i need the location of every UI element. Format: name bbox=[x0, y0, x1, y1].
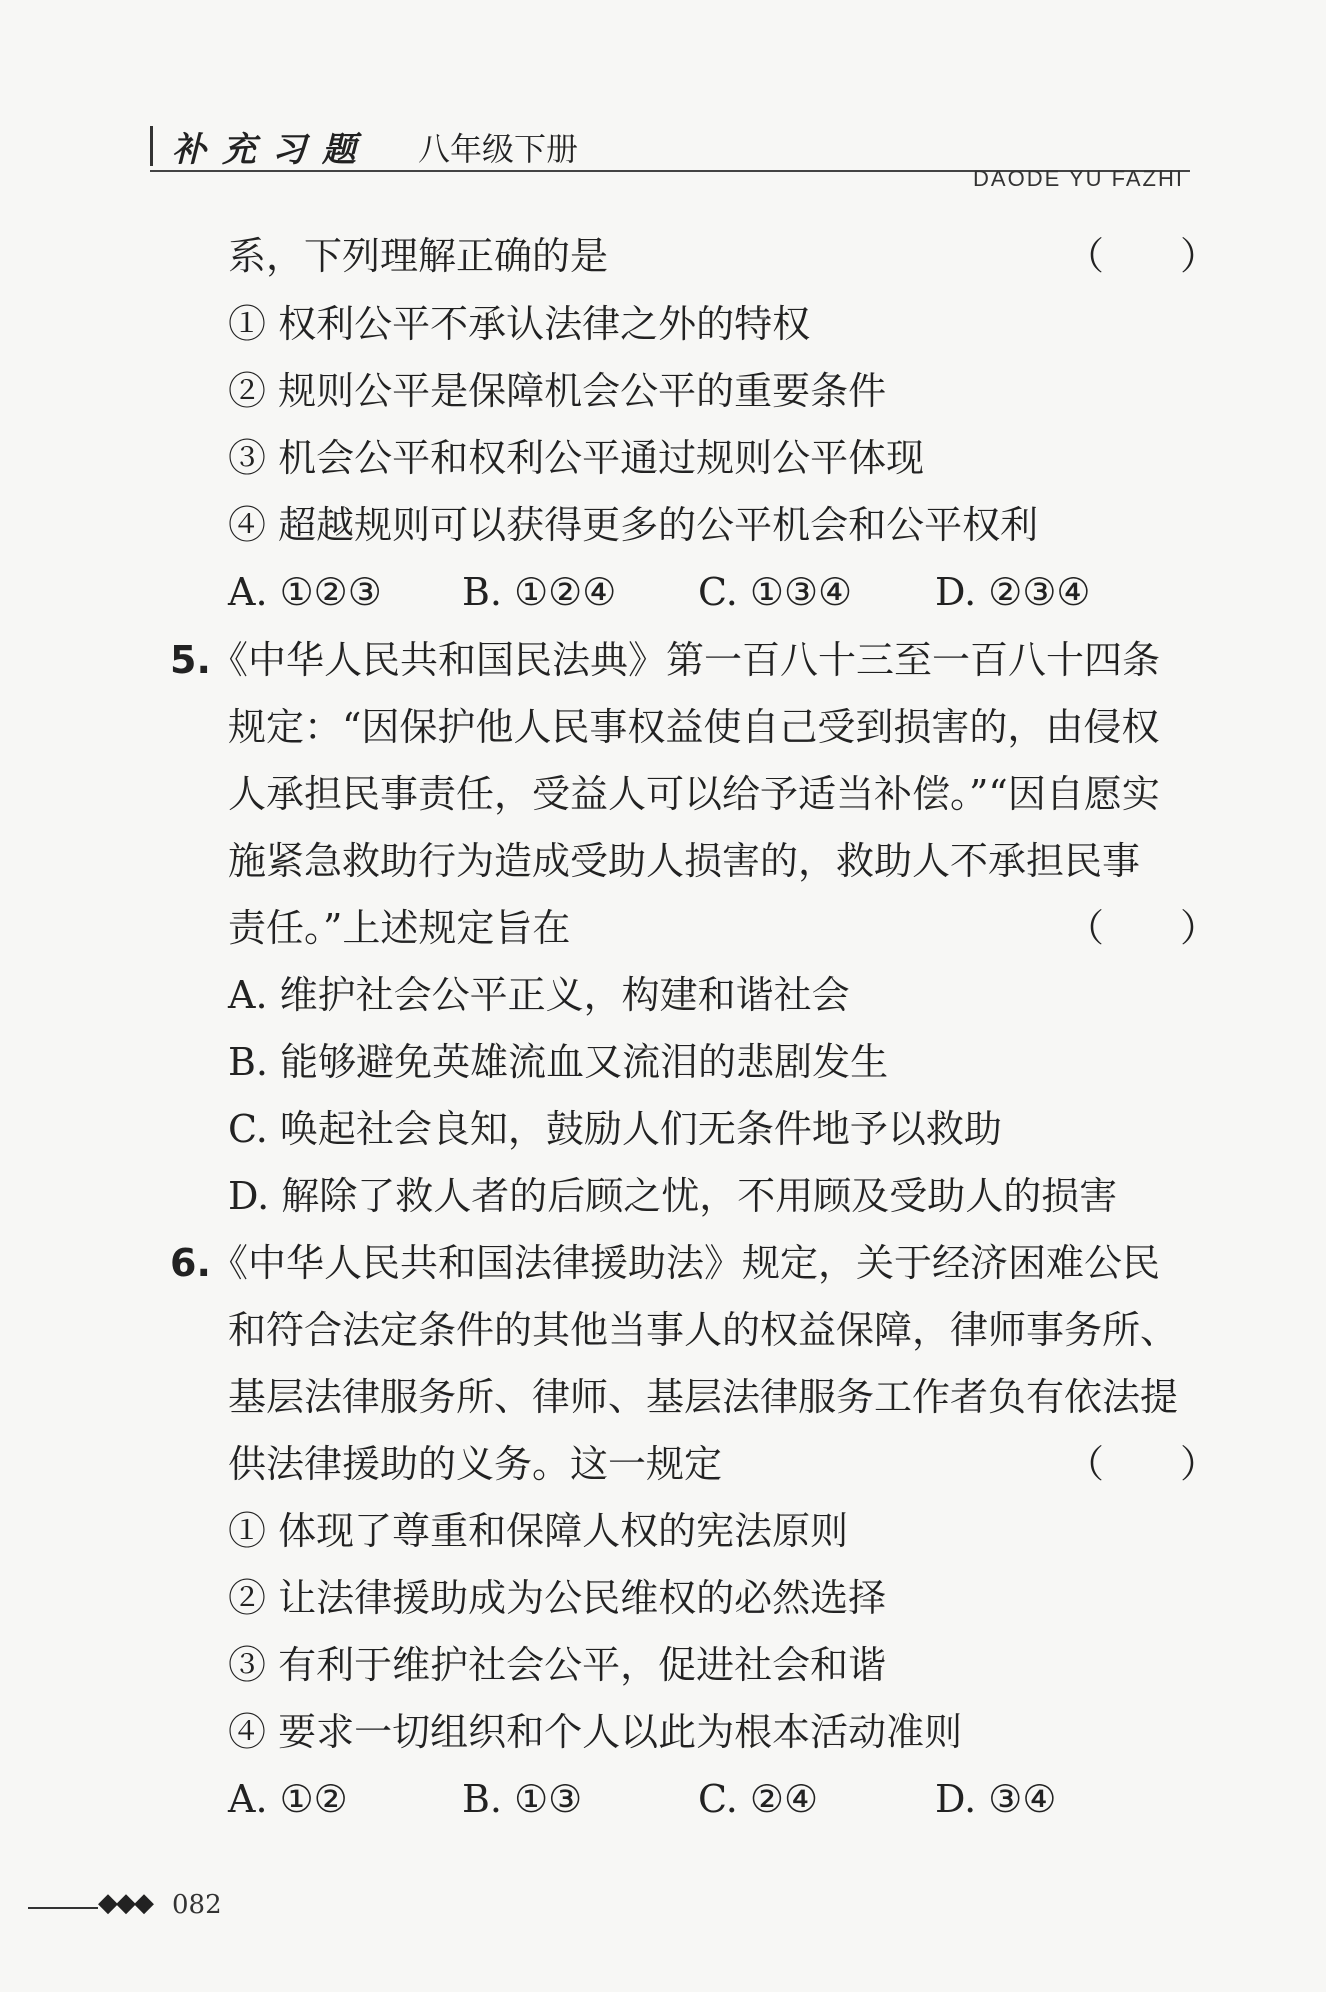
footer-diamond-icon: ◆◆◆ bbox=[98, 1888, 152, 1918]
q6-option-d: D. ③④ bbox=[935, 1777, 1057, 1821]
q6-line-1: 《中华人民共和国法律援助法》规定，关于经济困难公民 bbox=[210, 1241, 1161, 1285]
q4-item-3: ③ 机会公平和权利公平通过规则公平体现 bbox=[228, 436, 925, 480]
q4-item-4: ④ 超越规则可以获得更多的公平机会和公平权利 bbox=[228, 503, 1039, 547]
q6-item-2: ② 让法律援助成为公民维权的必然选择 bbox=[228, 1576, 887, 1620]
q6-line-4: 供法律援助的义务。这一规定 bbox=[228, 1442, 723, 1486]
q5-line-1: 《中华人民共和国民法典》第一百八十三至一百八十四条 bbox=[210, 638, 1161, 682]
subject-code: DAODE YU FAZHI bbox=[973, 166, 1184, 191]
q6-option-c: C. ②④ bbox=[698, 1777, 819, 1821]
page-number: 082 bbox=[172, 1890, 222, 1920]
q6-item-1: ① 体现了尊重和保障人权的宪法原则 bbox=[228, 1509, 849, 1553]
q6-number: 6. bbox=[170, 1241, 211, 1285]
q5-number: 5. bbox=[170, 638, 211, 682]
footer-rule bbox=[28, 1907, 98, 1909]
q6-option-a: A. ①② bbox=[228, 1777, 348, 1821]
q6-line-3: 基层法律服务所、律师、基层法律服务工作者负有依法提 bbox=[228, 1375, 1179, 1419]
q4-option-c: C. ①③④ bbox=[698, 570, 853, 614]
q5-option-c: C. 唤起社会良知，鼓励人们无条件地予以救助 bbox=[228, 1107, 1002, 1151]
header-grade: 八年级下册 bbox=[418, 130, 579, 168]
q4-item-2: ② 规则公平是保障机会公平的重要条件 bbox=[228, 369, 887, 413]
q5-line-3: 人承担民事责任，受益人可以给予适当补偿。”“因自愿实 bbox=[228, 772, 1160, 816]
q5-line-4: 施紧急救助行为造成受助人损害的，救助人不承担民事 bbox=[228, 839, 1141, 883]
q5-option-d: D. 解除了救人者的后顾之忧，不用顾及受助人的损害 bbox=[228, 1174, 1118, 1218]
q6-line-2: 和符合法定条件的其他当事人的权益保障，律师事务所、 bbox=[228, 1308, 1179, 1352]
q5-line-2: 规定：“因保护他人民事权益使自己受到损害的，由侵权 bbox=[228, 705, 1160, 749]
header-brand-logo: 补充习题 bbox=[172, 130, 372, 170]
header-bar bbox=[150, 126, 153, 166]
q4-option-d: D. ②③④ bbox=[935, 570, 1091, 614]
q5-option-b: B. 能够避免英雄流血又流泪的悲剧发生 bbox=[228, 1040, 889, 1084]
q6-answer-paren: （ ） bbox=[1066, 1442, 1219, 1486]
q4-option-a: A. ①②③ bbox=[228, 570, 382, 614]
q4-stem-end: 系，下列理解正确的是 bbox=[228, 234, 609, 278]
q4-item-1: ① 权利公平不承认法律之外的特权 bbox=[228, 302, 811, 346]
q4-option-b: B. ①②④ bbox=[462, 570, 617, 614]
q6-item-4: ④ 要求一切组织和个人以此为根本活动准则 bbox=[228, 1710, 963, 1754]
q6-item-3: ③ 有利于维护社会公平，促进社会和谐 bbox=[228, 1643, 887, 1687]
q6-option-b: B. ①③ bbox=[462, 1777, 583, 1821]
q4-answer-paren: （ ） bbox=[1066, 234, 1219, 278]
q5-answer-paren: （ ） bbox=[1066, 906, 1219, 950]
q5-option-a: A. 维护社会公平正义，构建和谐社会 bbox=[228, 973, 850, 1017]
q5-line-5: 责任。”上述规定旨在 bbox=[228, 906, 571, 950]
